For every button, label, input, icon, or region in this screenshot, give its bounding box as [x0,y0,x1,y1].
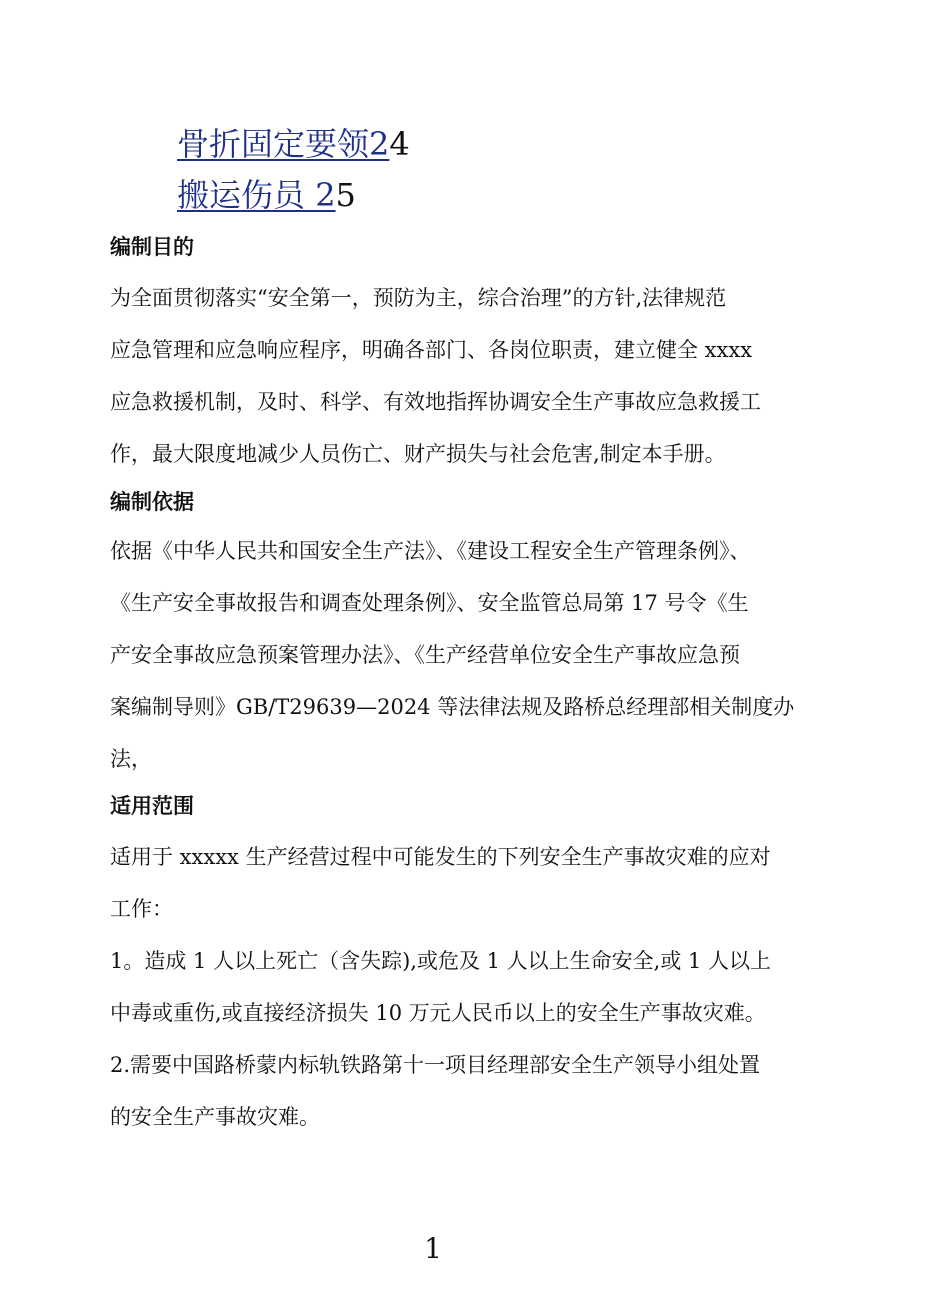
text-line: 适用于 xxxxx 生产经营过程中可能发生的下列安全生产事故灾难的应对 [110,845,771,869]
text-line: 应急救援机制，及时、科学、有效地指挥协调安全生产事故应急救援工 [110,390,761,414]
section-body-scope [110,831,870,1143]
text-line: 应急管理和应急响应程序，明确各部门、各岗位职责，建立健全 xxxx [110,338,753,362]
page-number: 1 [424,1232,442,1265]
toc-entry-fracture-fixation[interactable] [177,124,410,164]
toc-entry-page: 2 [369,125,390,163]
section-heading-scope: 适用范围 [110,794,194,818]
toc-entry-carry-injured[interactable] [177,175,356,215]
text-line: 案编制导则》GB/T29639—2024 等法律法规及路桥总经理部相关制度办 [110,695,795,719]
toc-entry-title[interactable]: 搬运伤员 [177,176,306,214]
text-line: 法， [110,747,152,771]
section-heading-basis: 编制依据 [110,490,194,514]
section-body-purpose [110,272,870,480]
section-heading-purpose: 编制目的 [110,235,194,259]
text-line: 作，最大限度地减少人员伤亡、财产损失与社会危害,制定本手册。 [110,442,726,466]
text-line: 的安全生产事故灾难。 [110,1105,320,1129]
text-line: 产安全事故应急预案管理办法》、《生产经营单位安全生产事故应急预 [110,643,740,667]
toc-entry-page-tail: 5 [335,176,356,214]
toc-entry-page-tail: 4 [389,125,410,163]
text-line: 《生产安全事故报告和调查处理条例》、安全监管总局第 17 号令《生 [110,591,749,615]
toc-entry-page: 2 [305,176,336,214]
text-line: 依据《中华人民共和国安全生产法》、《建设工程安全生产管理条例》、 [110,539,751,563]
text-line: 工作： [110,897,173,921]
text-line: 中毒或重伤,或直接经济损失 10 万元人民币以上的安全生产事故灾难。 [110,1001,766,1025]
section-body-basis [110,525,870,785]
text-line: 2.需要中国路桥蒙内标轨铁路第十一项目经理部安全生产领导小组处置 [110,1053,761,1077]
text-line: 1。造成 1 人以上死亡（含失踪),或危及 1 人以上生命安全,或 1 人以上 [110,949,772,973]
text-line: 为全面贯彻落实“安全第一，预防为主，综合治理”的方针,法律规范 [110,286,727,310]
toc-entry-title[interactable]: 骨折固定要领 [177,125,370,163]
